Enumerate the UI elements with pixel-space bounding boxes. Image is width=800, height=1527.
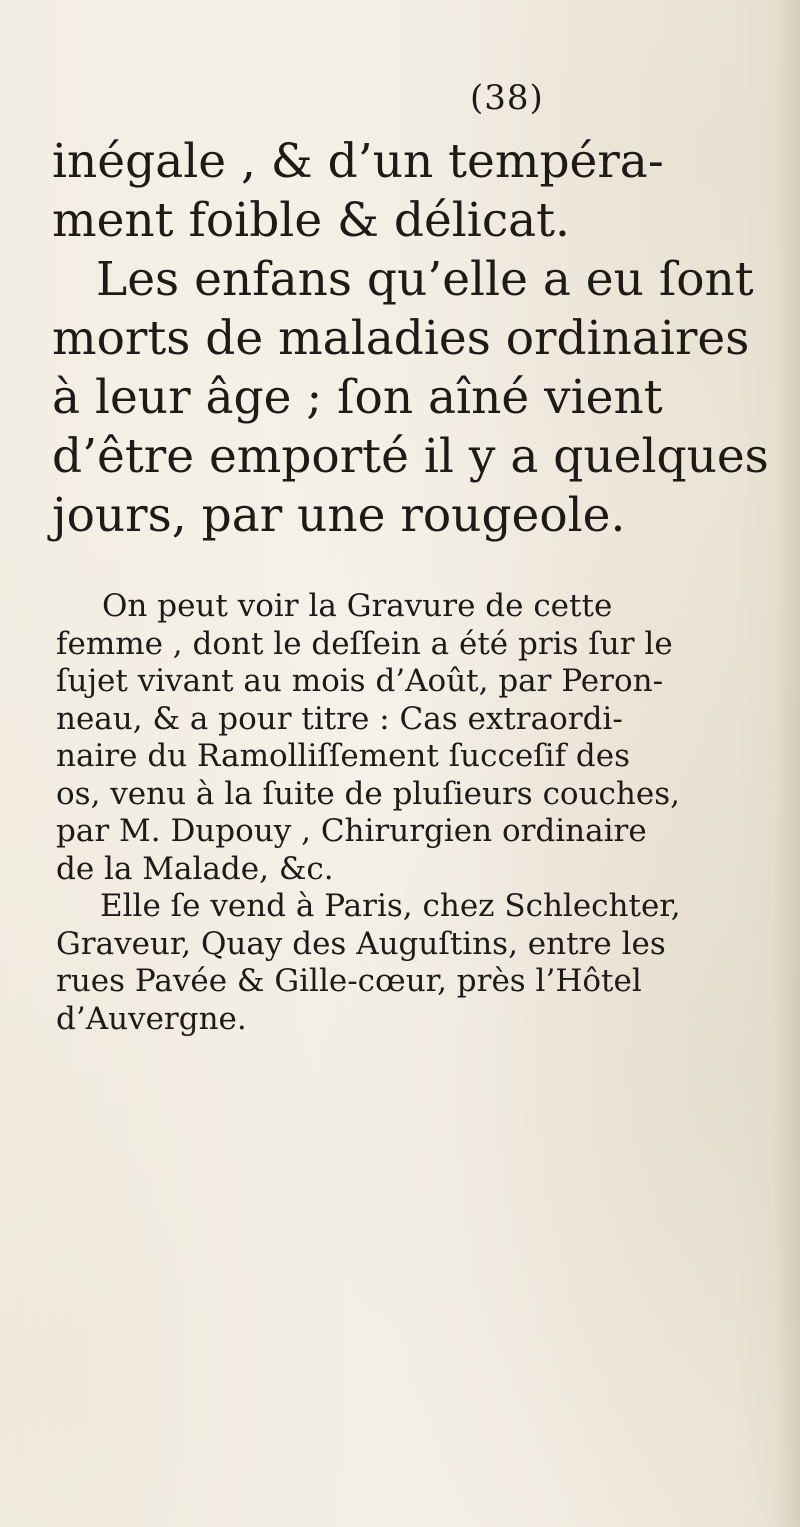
engraving-note bbox=[56, 588, 776, 1038]
note-line: naire du Ramolliſſement ſucceſif des bbox=[56, 738, 631, 774]
main-text-line: d’être emporté il y a quelques bbox=[52, 429, 769, 484]
note-line: Elle ſe vend à Paris, chez Schlechter, bbox=[100, 888, 681, 924]
main-text-line: ment foible & délicat. bbox=[52, 193, 570, 248]
main-text-line: à leur âge ; ſon aîné vient bbox=[52, 370, 663, 425]
note-line: d’Auvergne. bbox=[56, 1000, 247, 1037]
main-paragraph bbox=[52, 132, 780, 545]
note-line: Graveur, Quay des Auguſtins, entre les bbox=[56, 925, 666, 962]
note-line: par M. Dupouy , Chirurgien ordinaire bbox=[56, 813, 647, 849]
main-text-line: Les enfans qu’elle a eu ſont bbox=[96, 252, 754, 307]
page-number: (38) bbox=[470, 78, 544, 118]
note-line: On peut voir la Gravure de cette bbox=[102, 588, 613, 624]
note-line: de la Malade, &c. bbox=[56, 850, 334, 887]
main-text-line: inégale , & d’un tempéra- bbox=[52, 134, 664, 189]
main-text-line: morts de maladies ordinaires bbox=[52, 311, 750, 366]
note-line: femme , dont le deſſein a été pris ſur le bbox=[56, 625, 673, 662]
note-line: neau, & a pour titre : Cas extraordi- bbox=[56, 700, 623, 737]
note-line: rues Pavée & Gille-cœur, près l’Hôtel bbox=[56, 963, 642, 999]
main-text-line: jours, par une rougeole. bbox=[52, 488, 626, 543]
note-line: ſujet vivant au mois d’Août, par Peron- bbox=[56, 663, 664, 699]
note-line: os, venu à la ſuite de pluſieurs couches, bbox=[56, 775, 680, 812]
